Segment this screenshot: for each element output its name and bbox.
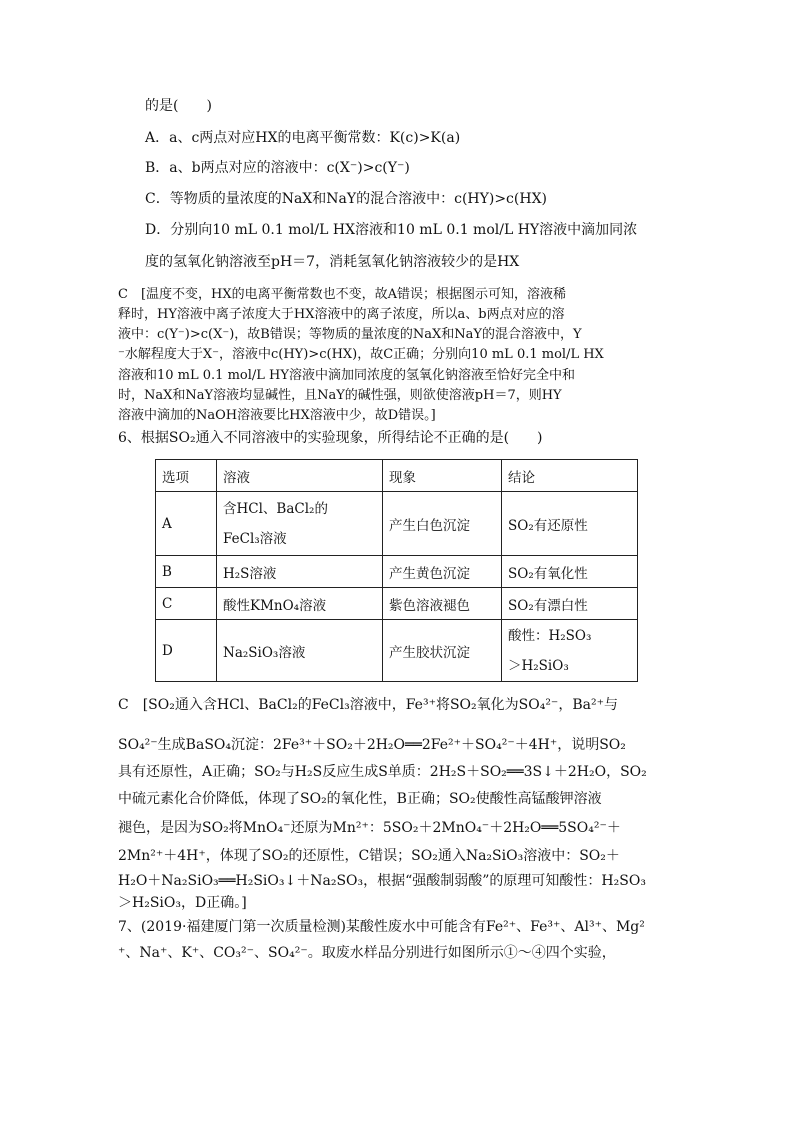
row-phenomenon: 产生黄色沉淀 xyxy=(383,556,502,588)
row-option: C xyxy=(156,588,217,620)
row-phenomenon: 产生白色沉淀 xyxy=(383,492,502,556)
q6-answer-line: ＞H₂SiO₃，D正确。] xyxy=(118,895,247,911)
row-solution: 酸性KMnO₄溶液 xyxy=(217,588,383,620)
q7-line: 7、(2019·福建厦门第一次质量检测)某酸性废水中可能含有Fe²⁺、Fe³⁺、Al³⁺、Mg² xyxy=(118,919,645,935)
row-option: D xyxy=(156,620,217,682)
q6-options-table xyxy=(155,459,638,682)
row-conclusion: SO₂有还原性 xyxy=(502,492,638,556)
q6-answer-line: C [SO₂通入含HCl、BaCl₂的FeCl₃溶液中，Fe³⁺将SO₂氧化为SO₄²⁻，Ba²⁺与 xyxy=(118,697,618,713)
header-phenomenon: 现象 xyxy=(383,460,502,492)
row-option: B xyxy=(156,556,217,588)
q5-stem-end: 的是( ) xyxy=(145,98,212,114)
row-option: A xyxy=(156,492,217,556)
q6-stem: 6、根据SO₂通入不同溶液中的实验现象，所得结论不正确的是( ) xyxy=(118,430,543,446)
header-option: 选项 xyxy=(156,460,217,492)
q5-answer-line: 释时，HY溶液中离子浓度大于HX溶液中的离子浓度，所以a、b两点对应的溶 xyxy=(118,307,565,322)
q6-answer-line: 2Mn²⁺＋4H⁺，体现了SO₂的还原性，C错误；SO₂通入Na₂SiO₃溶液中：SO₂＋ xyxy=(118,848,620,864)
table-header-row xyxy=(156,460,638,492)
q7-line: ⁺、Na⁺、K⁺、CO₃²⁻、SO₄²⁻。取废水样品分别进行如图所示①～④四个实验， xyxy=(118,945,616,961)
q5-answer-line: 溶液中滴加的NaOH溶液要比HX溶液中少，故D错误。] xyxy=(118,408,436,423)
q5-option-d-cont: 度的氢氧化钠溶液至pH＝7，消耗氢氧化钠溶液较少的是HX xyxy=(145,254,520,270)
row-conclusion: SO₂有氧化性 xyxy=(502,556,638,588)
table-row xyxy=(156,492,638,556)
q6-answer-line: 具有还原性，A正确；SO₂与H₂S反应生成S单质：2H₂S＋SO₂══3S↓＋2H₂O，SO₂ xyxy=(118,764,647,780)
q5-option-b: B．a、b两点对应的溶液中：c(X⁻)>c(Y⁻) xyxy=(145,160,410,176)
row-conclusion: 酸性：H₂SO₃ ＞H₂SiO₃ xyxy=(502,620,638,682)
q5-option-d: D．分别向10 mL 0.1 mol/L HX溶液和10 mL 0.1 mol/L HY溶液中滴加同浓 xyxy=(145,222,638,238)
row-solution: Na₂SiO₃溶液 xyxy=(217,620,383,682)
q5-answer-line: 溶液和10 mL 0.1 mol/L HY溶液中滴加同浓度的氢氧化钠溶液至恰好完全中和 xyxy=(118,368,575,383)
table-row xyxy=(156,556,638,588)
q5-answer-line: ⁻水解程度大于X⁻，溶液中c(HY)>c(HX)，故C正确；分别向10 mL 0.1 mol/L HX xyxy=(118,347,604,362)
header-solution: 溶液 xyxy=(217,460,383,492)
q6-answer-line: 褪色，是因为SO₂将MnO₄⁻还原为Mn²⁺：5SO₂＋2MnO₄⁻＋2H₂O══5SO₄²⁻＋ xyxy=(118,820,621,836)
q6-answer-line: SO₄²⁻生成BaSO₄沉淀：2Fe³⁺＋SO₂＋2H₂O══2Fe²⁺＋SO₄²⁻＋4H⁺，说明SO₂ xyxy=(118,737,626,753)
q5-answer-line: C [温度不变，HX的电离平衡常数也不变，故A错误；根据图示可知，溶液稀 xyxy=(118,287,566,302)
q6-answer-line: H₂O＋Na₂SiO₃══H₂SiO₃↓＋Na₂SO₃，根据“强酸制弱酸”的原理可知酸性：H₂SO₃ xyxy=(118,873,646,889)
row-phenomenon: 产生胶状沉淀 xyxy=(383,620,502,682)
row-solution: H₂S溶液 xyxy=(217,556,383,588)
q5-answer-line: 时，NaX和NaY溶液均显碱性，且NaY的碱性强，则欲使溶液pH＝7，则HY xyxy=(118,388,562,403)
q5-option-c: C．等物质的量浓度的NaX和NaY的混合溶液中：c(HY)>c(HX) xyxy=(145,191,547,207)
q5-answer-line: 液中：c(Y⁻)>c(X⁻)，故B错误；等物质的量浓度的NaX和NaY的混合溶液中，Y xyxy=(118,327,582,342)
row-solution: 含HCl、BaCl₂的 FeCl₃溶液 xyxy=(217,492,383,556)
row-phenomenon: 紫色溶液褪色 xyxy=(383,588,502,620)
table-row xyxy=(156,588,638,620)
header-conclusion: 结论 xyxy=(502,460,638,492)
table-row xyxy=(156,620,638,682)
q5-option-a: A．a、c两点对应HX的电离平衡常数：K(c)>K(a) xyxy=(145,130,461,146)
row-conclusion: SO₂有漂白性 xyxy=(502,588,638,620)
q6-answer-line: 中硫元素化合价降低，体现了SO₂的氧化性，B正确；SO₂使酸性高锰酸钾溶液 xyxy=(118,791,602,807)
